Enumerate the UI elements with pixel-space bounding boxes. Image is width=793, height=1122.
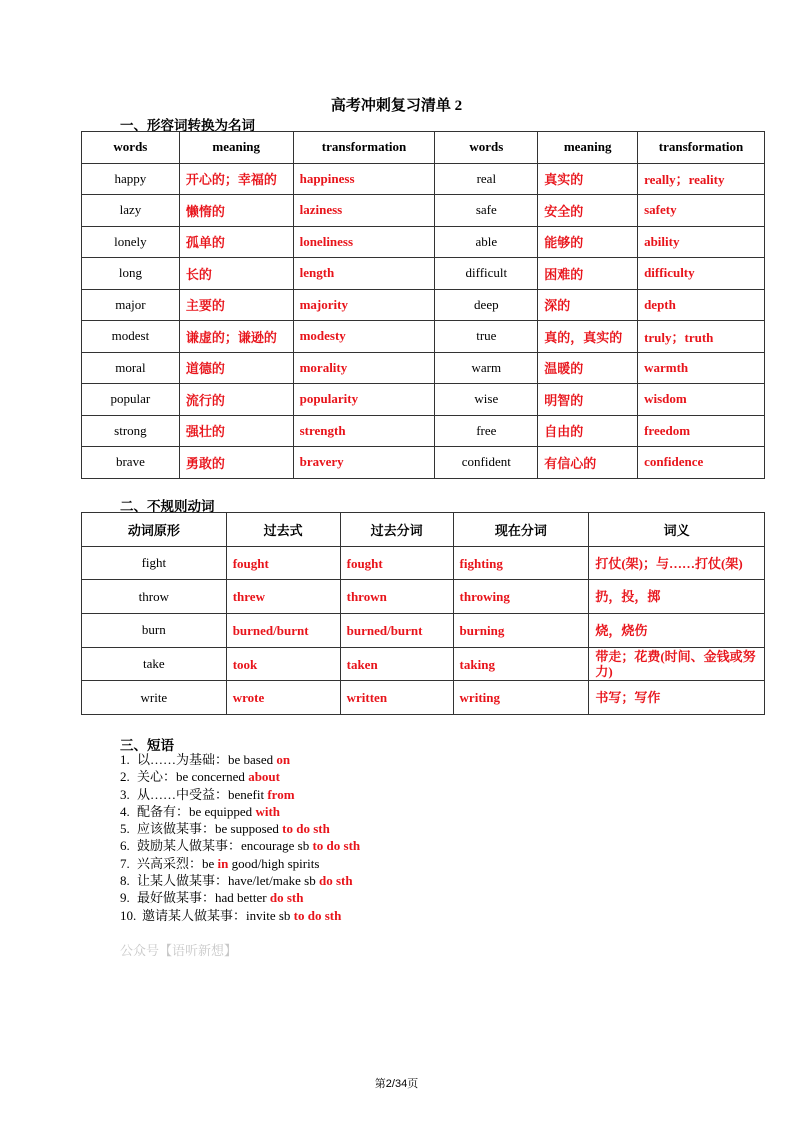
- word-cell: lonely: [82, 226, 180, 258]
- table-row: [82, 258, 765, 290]
- past-tense-cell: took: [226, 647, 340, 681]
- item-number: 1.: [120, 752, 130, 767]
- past-tense-cell: wrote: [226, 681, 340, 715]
- word-cell: long: [82, 258, 180, 290]
- table-row: [82, 163, 765, 195]
- list-item: [120, 786, 360, 803]
- past-participle-cell: burned/burnt: [340, 614, 453, 648]
- column-header: transformation: [638, 132, 765, 164]
- adjective-noun-table: [81, 131, 765, 479]
- meaning-cell: 安全的: [538, 195, 638, 227]
- phrase-text: 邀请某人做某事：invite sb: [142, 907, 294, 923]
- word-cell: popular: [82, 384, 180, 416]
- meaning-cell: 困难的: [538, 258, 638, 290]
- item-number: 7.: [120, 855, 130, 871]
- table-row: [82, 415, 765, 447]
- table-row: [82, 447, 765, 479]
- meaning-cell: 带走；花费(时间、金钱或努力): [589, 647, 765, 681]
- table-row: [82, 681, 765, 715]
- header-row: [82, 513, 765, 547]
- word-cell: confident: [435, 447, 538, 479]
- meaning-cell: 孤单的: [179, 226, 293, 258]
- phrase-list: [120, 751, 360, 924]
- word-cell: able: [435, 226, 538, 258]
- meaning-cell: 扔，投，掷: [589, 580, 765, 614]
- irregular-verb-table: [81, 512, 765, 715]
- transformation-cell: popularity: [293, 384, 435, 416]
- list-item: [120, 872, 360, 889]
- present-participle-cell: burning: [453, 614, 589, 648]
- table-row: [82, 352, 765, 384]
- past-participle-cell: written: [340, 681, 453, 715]
- item-number: 2.: [120, 769, 130, 785]
- past-participle-cell: taken: [340, 647, 453, 681]
- list-item: [120, 803, 360, 820]
- meaning-cell: 书写；写作: [589, 681, 765, 715]
- present-participle-cell: writing: [453, 681, 589, 715]
- transformation-cell: modesty: [293, 321, 435, 353]
- table-row: [82, 226, 765, 258]
- word-cell: happy: [82, 163, 180, 195]
- word-cell: brave: [82, 447, 180, 479]
- transformation-cell: length: [293, 258, 435, 290]
- list-item: [120, 837, 360, 854]
- word-cell: warm: [435, 352, 538, 384]
- list-item: [120, 751, 360, 768]
- meaning-cell: 长的: [179, 258, 293, 290]
- phrase-answer: from: [267, 786, 295, 802]
- transformation-cell: warmth: [638, 352, 765, 384]
- transformation-cell: ability: [638, 226, 765, 258]
- base-form-cell: write: [82, 681, 227, 715]
- word-cell: difficult: [435, 258, 538, 290]
- meaning-cell: 谦虚的；谦逊的: [179, 321, 293, 353]
- transformation-cell: confidence: [638, 447, 765, 479]
- past-participle-cell: thrown: [340, 580, 453, 614]
- word-cell: safe: [435, 195, 538, 227]
- meaning-cell: 烧，烧伤: [589, 614, 765, 648]
- meaning-cell: 温暖的: [538, 352, 638, 384]
- present-participle-cell: taking: [453, 647, 589, 681]
- phrase-after: good/high spirits: [228, 855, 320, 871]
- table-row: [82, 580, 765, 614]
- phrase-answer: on: [276, 752, 291, 767]
- present-participle-cell: fighting: [453, 546, 589, 580]
- meaning-cell: 自由的: [538, 415, 638, 447]
- past-tense-cell: threw: [226, 580, 340, 614]
- column-header: words: [82, 132, 180, 164]
- base-form-cell: throw: [82, 580, 227, 614]
- transformation-cell: freedom: [638, 415, 765, 447]
- meaning-cell: 真实的: [538, 163, 638, 195]
- phrase-text: 让某人做某事：have/let/make sb: [137, 873, 319, 889]
- word-cell: strong: [82, 415, 180, 447]
- phrase-text: 配备有：be equipped: [137, 803, 256, 819]
- phrase-answer: in: [217, 855, 229, 871]
- column-header: 过去分词: [340, 513, 453, 547]
- phrase-text: 最好做某事：had better: [137, 890, 270, 906]
- table-row: [82, 289, 765, 321]
- transformation-cell: safety: [638, 195, 765, 227]
- transformation-cell: wisdom: [638, 384, 765, 416]
- meaning-cell: 懒惰的: [179, 195, 293, 227]
- word-cell: true: [435, 321, 538, 353]
- meaning-cell: 强壮的: [179, 415, 293, 447]
- header-row: [82, 132, 765, 164]
- table-row: [82, 195, 765, 227]
- meaning-cell: 打仗(架)；与……打仗(架): [589, 546, 765, 580]
- word-cell: lazy: [82, 195, 180, 227]
- phrase-text: 从……中受益：benefit: [137, 786, 268, 802]
- section3-heading: 三、短语: [120, 738, 174, 753]
- list-item: [120, 855, 360, 872]
- table-row: [82, 546, 765, 580]
- base-form-cell: fight: [82, 546, 227, 580]
- table-row: [82, 321, 765, 353]
- section1-heading: 一、形容词转换为名词: [120, 118, 255, 133]
- word-cell: real: [435, 163, 538, 195]
- item-number: 6.: [120, 838, 130, 854]
- word-cell: deep: [435, 289, 538, 321]
- page-number: 第2/34页: [374, 1078, 419, 1090]
- phrase-text: 关心：be concerned: [137, 769, 249, 785]
- section2-heading: 二、不规则动词: [120, 499, 215, 514]
- word-cell: free: [435, 415, 538, 447]
- past-tense-cell: fought: [226, 546, 340, 580]
- meaning-cell: 开心的；幸福的: [179, 163, 293, 195]
- transformation-cell: laziness: [293, 195, 435, 227]
- meaning-cell: 勇敢的: [179, 447, 293, 479]
- meaning-cell: 能够的: [538, 226, 638, 258]
- phrase-answer: to do sth: [282, 821, 330, 837]
- item-number: 4.: [120, 803, 130, 819]
- transformation-cell: majority: [293, 289, 435, 321]
- column-header: meaning: [179, 132, 293, 164]
- phrase-answer: to do sth: [312, 838, 361, 854]
- list-item: [120, 820, 360, 837]
- phrase-answer: about: [248, 769, 280, 785]
- meaning-cell: 真的，真实的: [538, 321, 638, 353]
- base-form-cell: take: [82, 647, 227, 681]
- meaning-cell: 深的: [538, 289, 638, 321]
- phrase-answer: with: [255, 803, 280, 819]
- list-item: [120, 889, 360, 906]
- meaning-cell: 主要的: [179, 289, 293, 321]
- phrase-answer: to do sth: [293, 907, 342, 923]
- transformation-cell: strength: [293, 415, 435, 447]
- base-form-cell: burn: [82, 614, 227, 648]
- phrase-text: 兴高采烈：be: [137, 855, 218, 871]
- word-cell: wise: [435, 384, 538, 416]
- transformation-cell: depth: [638, 289, 765, 321]
- transformation-cell: really；reality: [638, 163, 765, 195]
- transformation-cell: truly；truth: [638, 321, 765, 353]
- list-item: [120, 768, 360, 785]
- column-header: transformation: [293, 132, 435, 164]
- phrase-text: 应该做某事：be supposed: [137, 821, 283, 837]
- column-header: meaning: [538, 132, 638, 164]
- item-number: 3.: [120, 786, 130, 802]
- item-number: 9.: [120, 890, 130, 906]
- phrase-text: 鼓励某人做某事：encourage sb: [137, 838, 313, 854]
- meaning-cell: 道德的: [179, 352, 293, 384]
- item-number: 5.: [120, 821, 130, 837]
- phrase-text: 以……为基础：be based: [137, 752, 277, 767]
- transformation-cell: happiness: [293, 163, 435, 195]
- list-item: [120, 907, 360, 924]
- item-number: 8.: [120, 873, 130, 889]
- column-header: 过去式: [226, 513, 340, 547]
- present-participle-cell: throwing: [453, 580, 589, 614]
- table-row: [82, 647, 765, 681]
- item-number: 10.: [120, 907, 137, 923]
- phrase-answer: do sth: [269, 890, 304, 906]
- meaning-cell: 流行的: [179, 384, 293, 416]
- transformation-cell: difficulty: [638, 258, 765, 290]
- column-header: 词义: [589, 513, 765, 547]
- past-participle-cell: fought: [340, 546, 453, 580]
- table-row: [82, 614, 765, 648]
- table-row: [82, 384, 765, 416]
- word-cell: modest: [82, 321, 180, 353]
- page-title: 高考冲刺复习清单 2: [330, 98, 463, 114]
- column-header: words: [435, 132, 538, 164]
- word-cell: moral: [82, 352, 180, 384]
- transformation-cell: loneliness: [293, 226, 435, 258]
- word-cell: major: [82, 289, 180, 321]
- meaning-cell: 有信心的: [538, 447, 638, 479]
- watermark: 公众号【语听新想】: [120, 943, 238, 958]
- column-header: 动词原形: [82, 513, 227, 547]
- column-header: 现在分词: [453, 513, 589, 547]
- transformation-cell: bravery: [293, 447, 435, 479]
- phrase-answer: do sth: [318, 873, 353, 889]
- transformation-cell: morality: [293, 352, 435, 384]
- past-tense-cell: burned/burnt: [226, 614, 340, 648]
- meaning-cell: 明智的: [538, 384, 638, 416]
